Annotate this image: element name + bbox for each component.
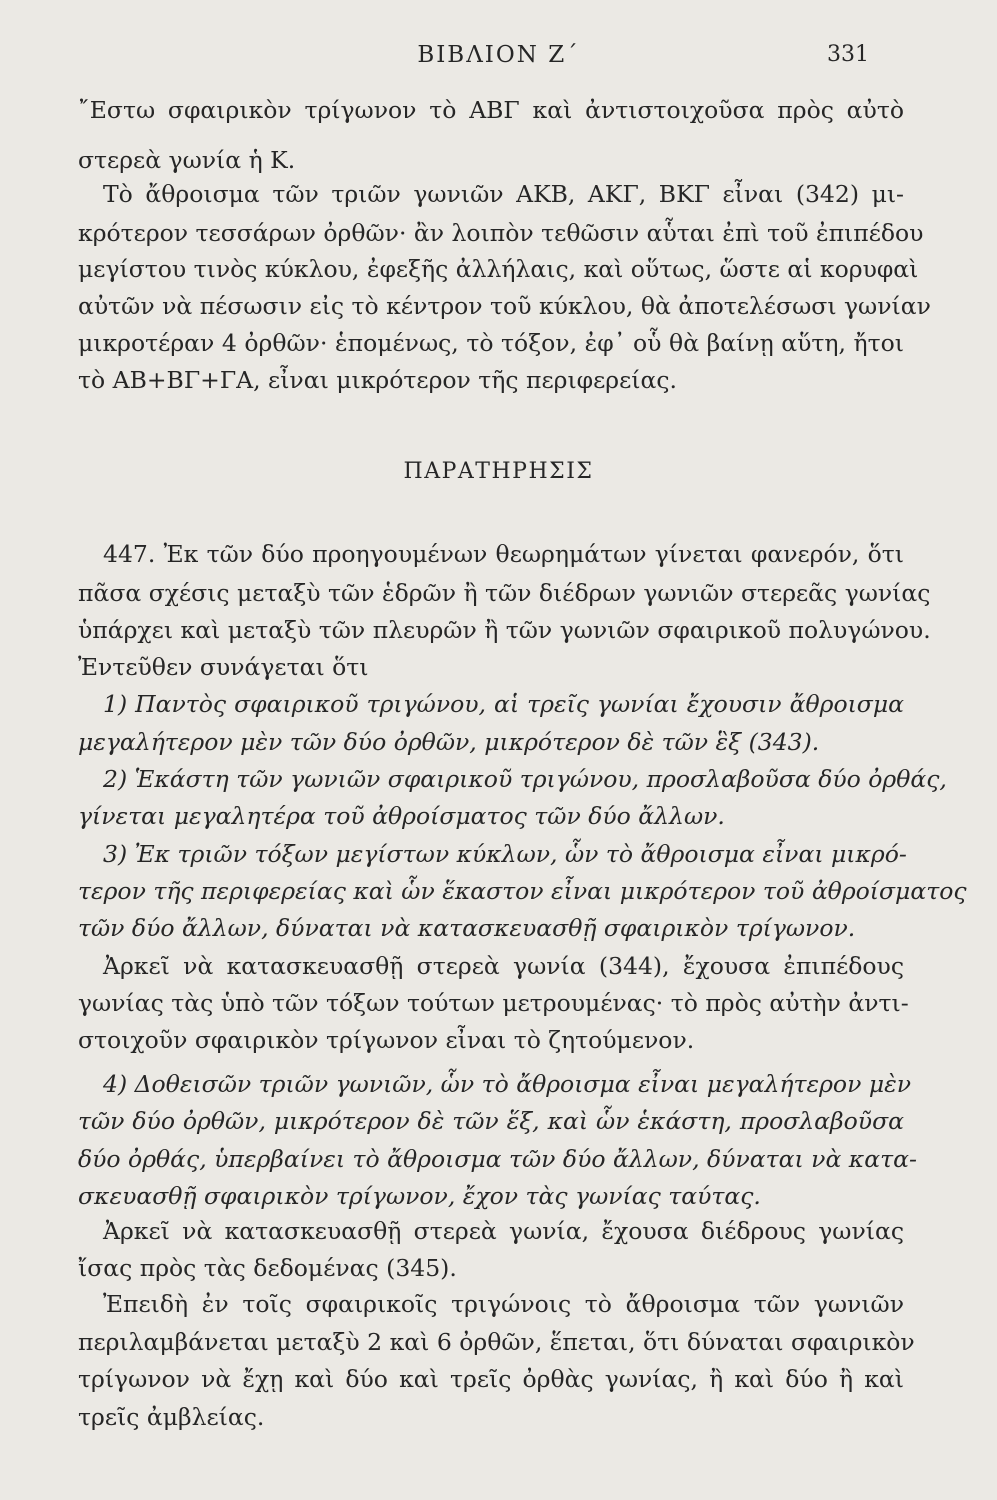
text-line: τρίγωνον νὰ ἔχῃ καὶ δύο καὶ τρεῖς ὀρθὰς γωνίας, ἢ καὶ δύο ἢ καὶ xyxy=(78,1365,904,1393)
text-line: τῶν δύο ἄλλων, δύναται νὰ κατασκευασθῇ σφαιρικὸν τρίγωνον. xyxy=(78,914,856,942)
text-line: μεγίστου τινὸς κύκλου, ἐφεξῆς ἀλλήλαις, καὶ οὕτως, ὥστε αἱ κορυφαὶ xyxy=(78,255,919,283)
text-line: ῎Εστω σφαιρικὸν τρίγωνον τὸ ΑΒΓ καὶ ἀντιστοιχοῦσα πρὸς αὐτὸ xyxy=(78,96,904,124)
section-heading: ΠΑΡΑΤΗΡΗΣΙΣ xyxy=(403,459,594,484)
text-line: Ἐντεῦθεν συνάγεται ὅτι xyxy=(78,653,369,681)
running-header: ΒΙΒΛΙΟΝ Ζ΄ xyxy=(417,42,580,68)
text-line: στοιχοῦν σφαιρικὸν τρίγωνον εἶναι τὸ ζητούμενον. xyxy=(78,1026,695,1054)
text-line: ὑπάρχει καὶ μεταξὺ τῶν πλευρῶν ἢ τῶν γωνιῶν σφαιρικοῦ πολυγώνου. xyxy=(78,616,931,644)
text-line: πᾶσα σχέσις μεταξὺ τῶν ἑδρῶν ἢ τῶν διέδρων γωνιῶν στερεᾶς γωνίας xyxy=(78,579,931,607)
text-line: σκευασθῇ σφαιρικὸν τρίγωνον, ἔχον τὰς γωνίας ταύτας. xyxy=(78,1182,761,1210)
text-line: 447. Ἐκ τῶν δύο προηγουμένων θεωρημάτων γίνεται φανερόν, ὅτι xyxy=(103,540,904,568)
text-line: γωνίας τὰς ὑπὸ τῶν τόξων τούτων μετρουμένας· τὸ πρὸς αὐτὴν ἀντι- xyxy=(78,989,909,1017)
text-line: δύο ὀρθάς, ὑπερβαίνει τὸ ἄθροισμα τῶν δύο ἄλλων, δύναται νὰ κατα- xyxy=(78,1145,917,1173)
text-line: 1) Παντὸς σφαιρικοῦ τριγώνου, αἱ τρεῖς γωνίαι ἔχουσιν ἄθροισμα xyxy=(103,690,904,718)
text-line: Ἐπειδὴ ἐν τοῖς σφαιρικοῖς τριγώνοις τὸ ἄθροισμα τῶν γωνιῶν xyxy=(103,1290,904,1318)
text-line: Ἀρκεῖ νὰ κατασκευασθῇ στερεὰ γωνία, ἔχουσα διέδρους γωνίας xyxy=(103,1217,904,1245)
text-line: αὐτῶν νὰ πέσωσιν εἰς τὸ κέντρον τοῦ κύκλου, θὰ ἀποτελέσωσι γωνίαν xyxy=(78,292,931,320)
text-line: 2) Ἑκάστη τῶν γωνιῶν σφαιρικοῦ τριγώνου, προσλαβοῦσα δύο ὀρθάς, xyxy=(103,765,947,793)
text-line: γίνεται μεγαλητέρα τοῦ ἀθροίσματος τῶν δύο ἄλλων. xyxy=(78,802,725,830)
text-line: ἴσας πρὸς τὰς δεδομένας (345). xyxy=(78,1254,457,1282)
text-line: τερον τῆς περιφερείας καὶ ὧν ἕκαστον εἶναι μικρότερον τοῦ ἀθροίσματος xyxy=(78,877,967,905)
text-line: 4) Δοθεισῶν τριῶν γωνιῶν, ὧν τὸ ἄθροισμα εἶναι μεγαλήτερον μὲν xyxy=(103,1070,912,1098)
text-line: 3) Ἐκ τριῶν τόξων μεγίστων κύκλων, ὧν τὸ ἄθροισμα εἶναι μικρό- xyxy=(103,840,907,868)
text-line: τρεῖς ἀμβλείας. xyxy=(78,1403,265,1431)
text-line: τῶν δύο ὀρθῶν, μικρότερον δὲ τῶν ἕξ, καὶ ὧν ἑκάστη, προσλαβοῦσα xyxy=(78,1107,904,1135)
text-line: περιλαμβάνεται μεταξὺ 2 καὶ 6 ὀρθῶν, ἕπεται, ὅτι δύναται σφαιρικὸν xyxy=(78,1328,915,1356)
text-line: Ἀρκεῖ νὰ κατασκευασθῇ στερεὰ γωνία (344), ἔχουσα ἐπιπέδους xyxy=(103,952,904,980)
text-line: μεγαλήτερον μὲν τῶν δύο ὀρθῶν, μικρότερον δὲ τῶν ἓξ (343). xyxy=(78,728,820,756)
text-line: Τὸ ἄθροισμα τῶν τριῶν γωνιῶν ΑΚΒ, ΑΚΓ, ΒΚΓ εἶναι (342) μι- xyxy=(103,180,904,208)
page-number: 331 xyxy=(827,42,869,67)
text-line: τὸ ΑΒ+ΒΓ+ΓΑ, εἶναι μικρότερον τῆς περιφερείας. xyxy=(78,366,677,394)
text-line: μικροτέραν 4 ὀρθῶν· ἑπομένως, τὸ τόξον, ἐφ᾽ οὗ θὰ βαίνῃ αὕτη, ἤτοι xyxy=(78,329,904,357)
text-line: κρότερον τεσσάρων ὀρθῶν· ἂν λοιπὸν τεθῶσιν αὗται ἐπὶ τοῦ ἐπιπέδου xyxy=(78,219,924,247)
text-line: στερεὰ γωνία ἡ Κ. xyxy=(78,146,296,174)
